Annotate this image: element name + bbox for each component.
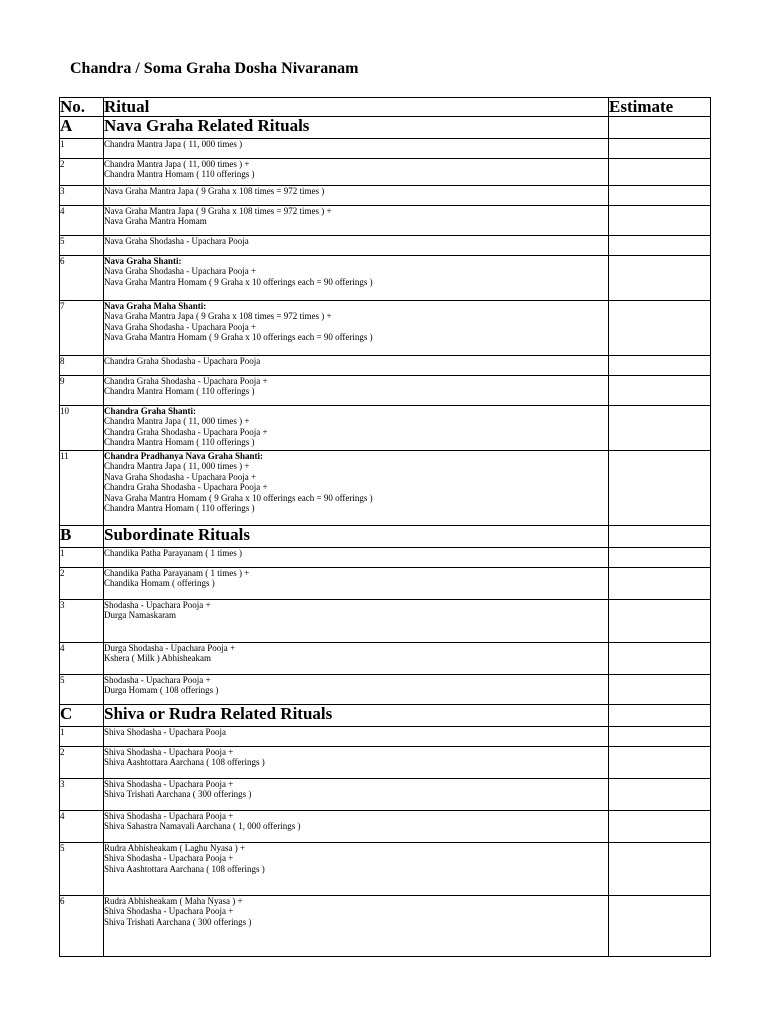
ritual-line: Nava Graha Shodasha - Upachara Pooja bbox=[104, 236, 249, 246]
estimate-cell bbox=[609, 139, 711, 159]
row-number: 3 bbox=[60, 186, 104, 206]
ritual-cell bbox=[104, 843, 609, 896]
ritual-line: Shiva Sahastra Namavali Aarchana ( 1, 000 offerings ) bbox=[104, 821, 301, 832]
estimate-cell bbox=[609, 600, 711, 643]
table-header-row bbox=[60, 98, 711, 117]
row-number: 1 bbox=[60, 139, 104, 159]
ritual-cell bbox=[104, 159, 609, 186]
ritual-line: Rudra Abhisheakam ( Maha Nyasa ) + bbox=[104, 896, 243, 906]
estimate-cell bbox=[609, 727, 711, 747]
ritual-line: Chandra Mantra Japa ( 11, 000 times ) + bbox=[104, 416, 250, 427]
ritual-cell bbox=[104, 356, 609, 376]
section-name: Subordinate Rituals bbox=[104, 526, 609, 548]
ritual-line: Chandra Graha Shodasha - Upachara Pooja + bbox=[104, 376, 268, 386]
ritual-line: Rudra Abhisheakam ( Laghu Nyasa ) + bbox=[104, 843, 246, 853]
ritual-cell bbox=[104, 747, 609, 779]
estimate-cell bbox=[609, 779, 711, 811]
estimate-cell bbox=[609, 896, 711, 957]
ritual-line: Durga Shodasha - Upachara Pooja + bbox=[104, 643, 236, 653]
estimate-cell bbox=[609, 548, 711, 568]
ritual-line: Nava Graha Shodasha - Upachara Pooja + bbox=[104, 266, 257, 277]
section-row bbox=[60, 705, 711, 727]
table-row bbox=[60, 568, 711, 600]
ritual-line: Kshera ( Milk ) Abhisheakam bbox=[104, 653, 211, 664]
table-row bbox=[60, 843, 711, 896]
header-estimate: Estimate bbox=[609, 98, 711, 117]
ritual-line: Chandra Graha Shodasha - Upachara Pooja + bbox=[104, 482, 268, 493]
estimate-cell bbox=[609, 236, 711, 256]
ritual-line: Shiva Aashtottara Aarchana ( 108 offerings ) bbox=[104, 863, 265, 874]
table-row bbox=[60, 896, 711, 957]
ritual-cell bbox=[104, 568, 609, 600]
table-row bbox=[60, 548, 711, 568]
row-number: 4 bbox=[60, 643, 104, 675]
estimate-cell bbox=[609, 159, 711, 186]
ritual-cell bbox=[104, 548, 609, 568]
ritual-line: Nava Graha Mantra Japa ( 9 Graha x 108 times = 972 times ) + bbox=[104, 311, 332, 322]
ritual-line: Shiva Shodasha - Upachara Pooja bbox=[104, 727, 226, 737]
section-row bbox=[60, 526, 711, 548]
ritual-cell bbox=[104, 811, 609, 843]
header-no: No. bbox=[60, 98, 104, 117]
row-number: 9 bbox=[60, 376, 104, 406]
ritual-cell bbox=[104, 451, 609, 526]
section-estimate-cell bbox=[609, 526, 711, 548]
table-row bbox=[60, 451, 711, 526]
section-estimate-cell bbox=[609, 705, 711, 727]
table-row bbox=[60, 206, 711, 236]
ritual-line: Durga Homam ( 108 offerings ) bbox=[104, 685, 219, 696]
ritual-line: Nava Graha Mantra Japa ( 9 Graha x 108 times = 972 times ) bbox=[104, 186, 325, 196]
estimate-cell bbox=[609, 811, 711, 843]
ritual-cell bbox=[104, 643, 609, 675]
ritual-heading: Nava Graha Maha Shanti: bbox=[104, 301, 207, 311]
ritual-cell bbox=[104, 376, 609, 406]
ritual-line: Shiva Trishati Aarchana ( 300 offerings ) bbox=[104, 916, 252, 927]
table-row bbox=[60, 256, 711, 301]
ritual-line: Chandika Patha Parayanam ( 1 times ) + bbox=[104, 568, 250, 578]
row-number: 3 bbox=[60, 600, 104, 643]
ritual-heading: Nava Graha Shanti: bbox=[104, 256, 182, 266]
ritual-line: Durga Namaskaram bbox=[104, 610, 177, 621]
ritual-line: Nava Graha Mantra Homam ( 9 Graha x 10 offerings each = 90 offerings ) bbox=[104, 492, 373, 503]
row-number: 2 bbox=[60, 568, 104, 600]
ritual-line: Chandra Mantra Homam ( 110 offerings ) bbox=[104, 169, 255, 180]
row-number: 2 bbox=[60, 747, 104, 779]
ritual-line: Shiva Shodasha - Upachara Pooja + bbox=[104, 906, 234, 917]
ritual-heading: Chandra Graha Shanti: bbox=[104, 406, 197, 416]
ritual-line: Chandra Mantra Japa ( 11, 000 times ) + bbox=[104, 159, 250, 169]
row-number: 6 bbox=[60, 896, 104, 957]
table-row bbox=[60, 600, 711, 643]
section-name: Nava Graha Related Rituals bbox=[104, 117, 609, 139]
section-letter: A bbox=[60, 117, 104, 139]
row-number: 5 bbox=[60, 843, 104, 896]
table-row bbox=[60, 159, 711, 186]
table-row bbox=[60, 675, 711, 705]
ritual-table bbox=[59, 97, 711, 957]
ritual-line: Nava Graha Mantra Japa ( 9 Graha x 108 times = 972 times ) + bbox=[104, 206, 332, 216]
ritual-cell bbox=[104, 256, 609, 301]
estimate-cell bbox=[609, 643, 711, 675]
ritual-line: Chandra Mantra Japa ( 11, 000 times ) + bbox=[104, 461, 250, 472]
ritual-line: Nava Graha Shodasha - Upachara Pooja + bbox=[104, 471, 257, 482]
estimate-cell bbox=[609, 256, 711, 301]
ritual-line: Nava Graha Shodasha - Upachara Pooja + bbox=[104, 321, 257, 332]
ritual-cell bbox=[104, 236, 609, 256]
ritual-line: Shiva Shodasha - Upachara Pooja + bbox=[104, 811, 234, 821]
row-number: 2 bbox=[60, 159, 104, 186]
section-row bbox=[60, 117, 711, 139]
ritual-line: Chandra Graha Shodasha - Upachara Pooja + bbox=[104, 426, 268, 437]
table-row bbox=[60, 139, 711, 159]
table-row bbox=[60, 301, 711, 356]
estimate-cell bbox=[609, 843, 711, 896]
ritual-cell bbox=[104, 896, 609, 957]
table-row bbox=[60, 356, 711, 376]
table-row bbox=[60, 811, 711, 843]
section-letter: B bbox=[60, 526, 104, 548]
ritual-line: Chandra Mantra Homam ( 110 offerings ) bbox=[104, 437, 255, 448]
table-row bbox=[60, 406, 711, 451]
table-row bbox=[60, 747, 711, 779]
row-number: 10 bbox=[60, 406, 104, 451]
ritual-line: Nava Graha Mantra Homam ( 9 Graha x 10 offerings each = 90 offerings ) bbox=[104, 276, 373, 287]
header-ritual: Ritual bbox=[104, 98, 609, 117]
row-number: 11 bbox=[60, 451, 104, 526]
ritual-cell bbox=[104, 301, 609, 356]
estimate-cell bbox=[609, 568, 711, 600]
ritual-line: Shiva Shodasha - Upachara Pooja + bbox=[104, 747, 234, 757]
row-number: 5 bbox=[60, 236, 104, 256]
ritual-cell bbox=[104, 675, 609, 705]
ritual-cell bbox=[104, 206, 609, 236]
ritual-cell bbox=[104, 600, 609, 643]
ritual-line: Shiva Aashtottara Aarchana ( 108 offerings ) bbox=[104, 757, 265, 768]
ritual-cell bbox=[104, 139, 609, 159]
ritual-heading: Chandra Pradhanya Nava Graha Shanti: bbox=[104, 451, 264, 461]
section-letter: C bbox=[60, 705, 104, 727]
estimate-cell bbox=[609, 186, 711, 206]
document-title: Chandra / Soma Graha Dosha Nivaranam bbox=[70, 60, 359, 77]
row-number: 4 bbox=[60, 206, 104, 236]
ritual-cell bbox=[104, 727, 609, 747]
section-estimate-cell bbox=[609, 117, 711, 139]
estimate-cell bbox=[609, 451, 711, 526]
row-number: 4 bbox=[60, 811, 104, 843]
estimate-cell bbox=[609, 747, 711, 779]
row-number: 8 bbox=[60, 356, 104, 376]
table-row bbox=[60, 727, 711, 747]
ritual-line: Shodasha - Upachara Pooja + bbox=[104, 600, 211, 610]
ritual-line: Shiva Shodasha - Upachara Pooja + bbox=[104, 853, 234, 864]
section-name: Shiva or Rudra Related Rituals bbox=[104, 705, 609, 727]
ritual-line: Shodasha - Upachara Pooja + bbox=[104, 675, 211, 685]
row-number: 7 bbox=[60, 301, 104, 356]
row-number: 1 bbox=[60, 727, 104, 747]
table-row bbox=[60, 186, 711, 206]
estimate-cell bbox=[609, 301, 711, 356]
row-number: 1 bbox=[60, 548, 104, 568]
ritual-line: Chandika Patha Parayanam ( 1 times ) bbox=[104, 548, 242, 558]
estimate-cell bbox=[609, 356, 711, 376]
table-row bbox=[60, 779, 711, 811]
ritual-line: Chandra Mantra Homam ( 110 offerings ) bbox=[104, 386, 255, 397]
ritual-line: Nava Graha Mantra Homam bbox=[104, 216, 207, 227]
row-number: 3 bbox=[60, 779, 104, 811]
row-number: 5 bbox=[60, 675, 104, 705]
ritual-line: Nava Graha Mantra Homam ( 9 Graha x 10 offerings each = 90 offerings ) bbox=[104, 332, 373, 343]
table-row bbox=[60, 376, 711, 406]
estimate-cell bbox=[609, 675, 711, 705]
estimate-cell bbox=[609, 206, 711, 236]
ritual-cell bbox=[104, 779, 609, 811]
ritual-line: Chandra Mantra Homam ( 110 offerings ) bbox=[104, 503, 255, 514]
ritual-cell bbox=[104, 406, 609, 451]
ritual-line: Shiva Trishati Aarchana ( 300 offerings ) bbox=[104, 789, 252, 800]
ritual-cell bbox=[104, 186, 609, 206]
ritual-line: Chandika Homam ( offerings ) bbox=[104, 578, 215, 589]
row-number: 6 bbox=[60, 256, 104, 301]
table-row bbox=[60, 236, 711, 256]
estimate-cell bbox=[609, 376, 711, 406]
estimate-cell bbox=[609, 406, 711, 451]
ritual-line: Chandra Graha Shodasha - Upachara Pooja bbox=[104, 356, 261, 366]
ritual-line: Chandra Mantra Japa ( 11, 000 times ) bbox=[104, 139, 243, 149]
table-body bbox=[60, 117, 711, 957]
table-row bbox=[60, 643, 711, 675]
ritual-line: Shiva Shodasha - Upachara Pooja + bbox=[104, 779, 234, 789]
